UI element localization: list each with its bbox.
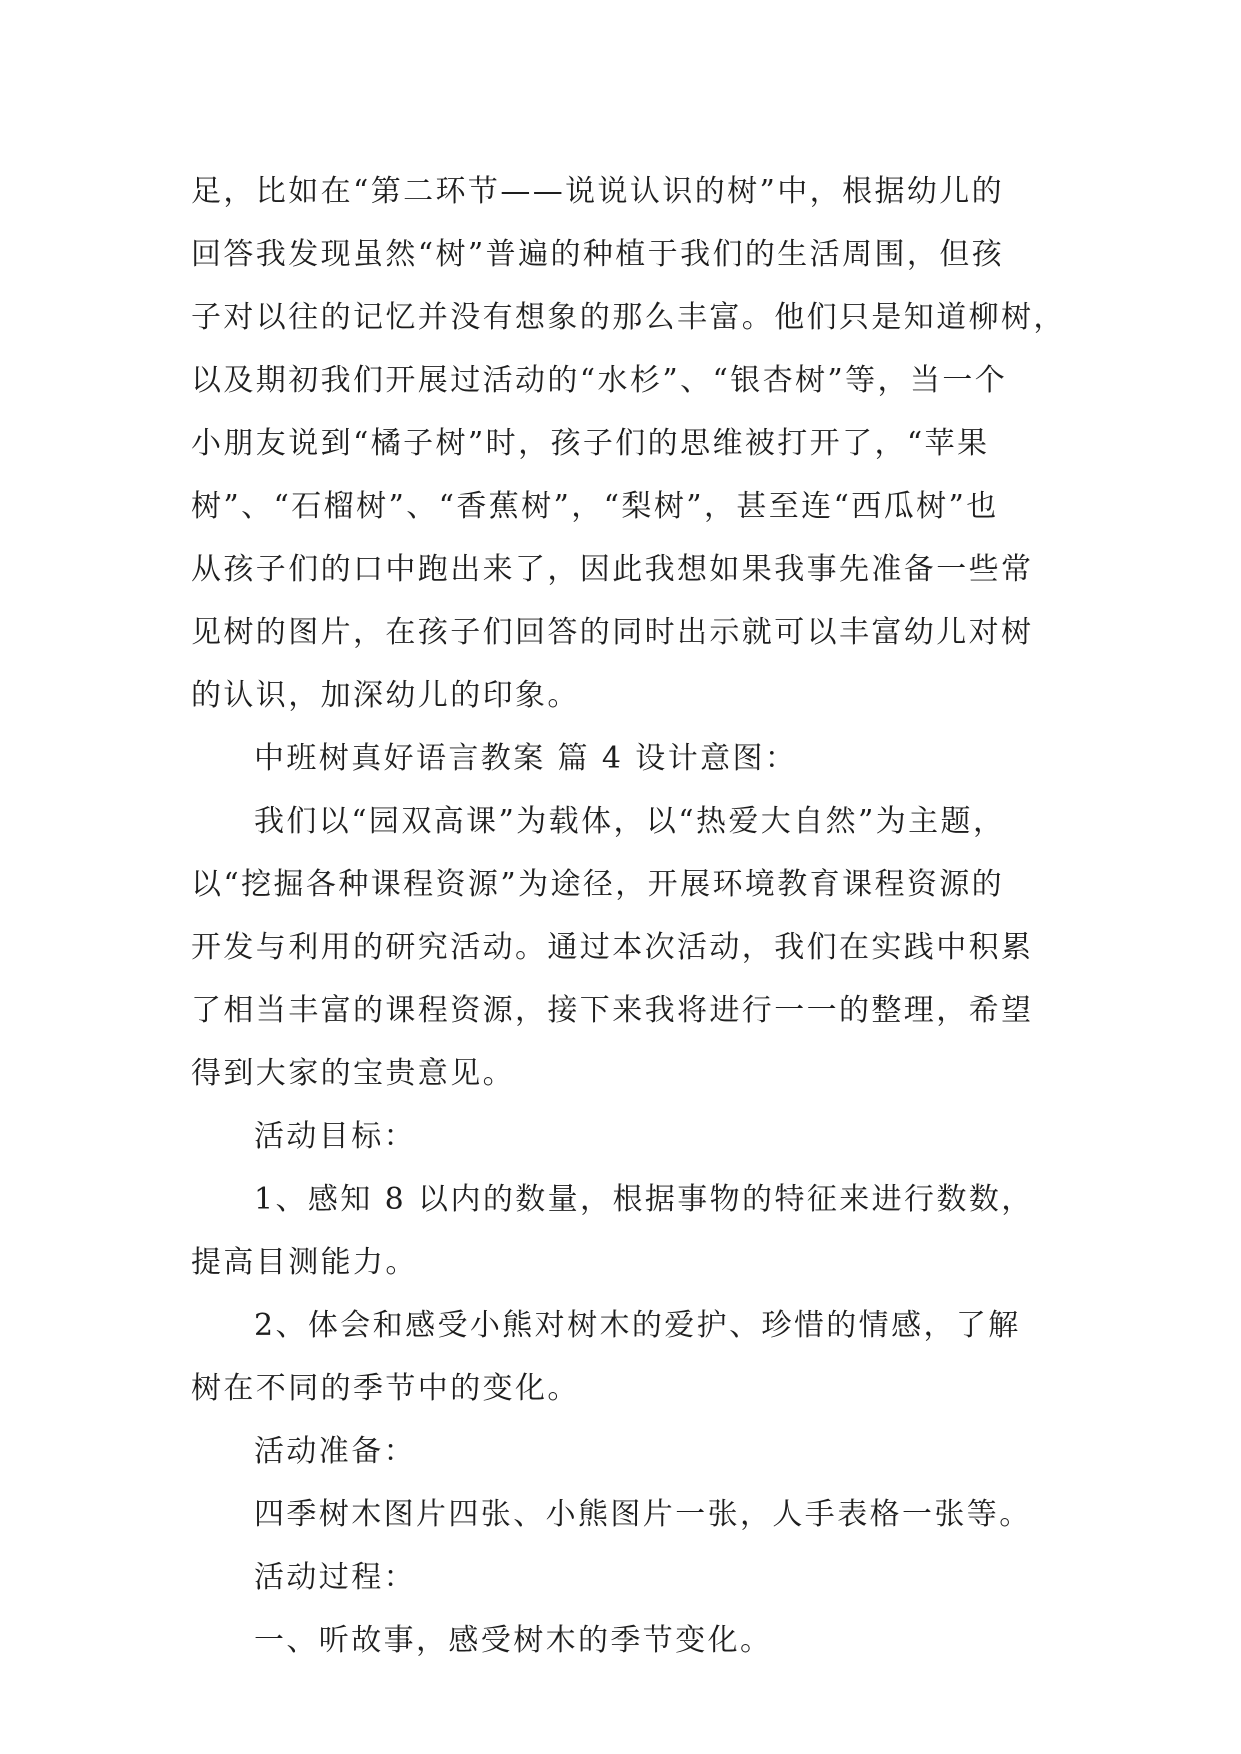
text-line: 中班树真好语言教案 篇 4 设计意图： [254,741,798,776]
text-line: 以“挖掘各种课程资源”为途径，开展环境教育课程资源的 [191,867,1005,902]
text-line: 了相当丰富的课程资源，接下来我将进行一一的整理，希望 [191,993,1034,1028]
document-body [191,160,1091,1672]
text-line: 见树的图片，在孩子们回答的同时出示就可以丰富幼儿对树 [191,615,1034,650]
text-line: 以及期初我们开展过活动的“水杉”、“银杏树”等，当一个 [191,363,1008,398]
text-line: 2、体会和感受小熊对树木的爱护、珍惜的情感，了解 [254,1308,1021,1343]
text-line: 开发与利用的研究活动。通过本次活动，我们在实践中积累 [191,930,1034,965]
text-line: 一、听故事，感受树木的季节变化。 [254,1623,773,1658]
text-line: 小朋友说到“橘子树”时，孩子们的思维被打开了，“苹果 [191,426,990,461]
text-line: 子对以往的记忆并没有想象的那么丰富。他们只是知道柳树， [191,300,1066,335]
text-line: 足，比如在“第二环节——说说认识的树”中，根据幼儿的 [191,174,1005,209]
text-line: 树在不同的季节中的变化。 [191,1371,580,1406]
text-line: 得到大家的宝贵意见。 [191,1056,515,1091]
text-line: 活动过程： [254,1560,416,1595]
text-line: 提高目测能力。 [191,1245,418,1280]
text-line: 树”、“石榴树”、“香蕉树”，“梨树”，甚至连“西瓜树”也 [191,489,999,524]
text-line: 四季树木图片四张、小熊图片一张，人手表格一张等。 [254,1497,1032,1532]
text-line: 的认识，加深幼儿的印象。 [191,678,580,713]
text-line: 我们以“园双高课”为载体，以“热爱大自然”为主题， [254,804,1006,839]
text-line: 活动目标： [254,1119,416,1154]
text-line: 从孩子们的口中跑出来了，因此我想如果我事先准备一些常 [191,552,1034,587]
text-line: 回答我发现虽然“树”普遍的种植于我们的生活周围，但孩 [191,237,1005,272]
text-line: 活动准备： [254,1434,416,1469]
text-line: 1、感知 8 以内的数量，根据事物的特征来进行数数， [254,1182,1034,1217]
